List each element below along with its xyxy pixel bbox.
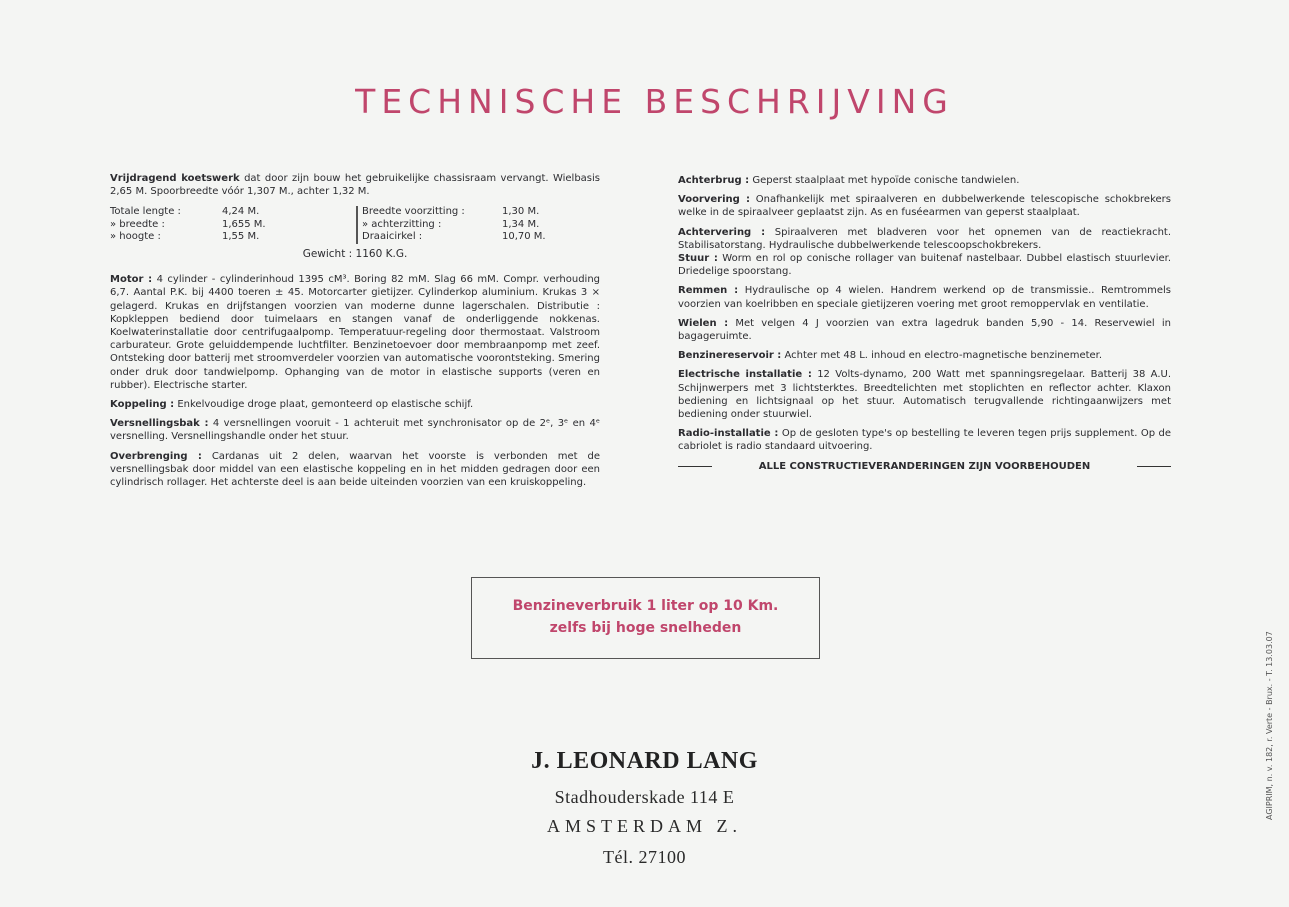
front-suspension-paragraph [678,193,1171,219]
wheels-text: Met velgen 4 J voorzien van extra lagedruk banden 5,90 - 14. Reservewiel in bagageruimte. [678,317,1171,343]
dimension-value: 1,55 M. [222,231,260,243]
gearbox-text: 4 versnellingen vooruit - 1 achteruit met synchronisator op de 2ᵉ, 3ᵉ en 4ᵉ versnelling. Versnellingshandle onder het stuur. [110,418,601,443]
left-column [110,172,600,495]
electrical-label: Electrische installatie : [678,369,812,381]
dimension-key: » breedte : [110,218,165,230]
weight-line: Gewicht : 1160 K.G. [302,247,408,260]
clutch-paragraph [110,398,600,411]
coachwork-text: dat door zijn bouw het gebruikelijke chassisraam vervangt. Wielbasis 2,65 M. Spoorbreedte vóór 1,307 M., achter 1,32 M. [110,173,600,198]
dimensions-seats [356,206,570,244]
dimension-row [110,219,346,232]
fuel-consumption-line: Benzineverbruik 1 liter op 10 Km. [512,598,779,614]
rear-suspension-paragraph [678,226,1171,252]
company-phone: Tél. 27100 [603,847,686,867]
rear-suspension-text: Spiraalveren met bladveren voor het opnemen van de reactiekracht. Stabilisatorstang. Hydraulische dubbelwerkende telescoopschokbrekers. [678,226,1172,251]
steering-label: Stuur : [678,253,718,265]
dimension-key: Totale lengte : [110,206,181,218]
front-suspension-label: Voorvering : [678,194,750,206]
radio-paragraph [678,427,1171,453]
dimension-value: 10,70 M. [502,231,546,243]
rear-axle-label: Achterbrug : [678,175,750,186]
electrical-text: 12 Volts-dynamo, 200 Watt met spanningsregelaar. Batterij 38 A.U. Schijnwerpers met 3 lichtsterktes. Breedtelichten met stoplichten en reflector achter. Klaxon bediening en lichtsignaal op het stuur. Automatisch terugvallende richtingaanwijzers met bediening onder stuurwiel. [678,369,1171,421]
fuel-consumption-subline: zelfs bij hoge snelheden [549,620,742,636]
brakes-text: Hydraulische op 4 wielen. Handrem werkend op de transmissie.. Remtrommels voorzien van koelribben en speciale gietijzeren voering met groot remoppervlak en ventilatie. [678,285,1171,310]
dimension-key: » achterzitting : [362,218,442,230]
clutch-text: Enkelvoudige droge plaat, gemonteerd op elastische schijf. [177,398,474,410]
motor-label: Motor : [110,274,153,286]
company-name: J. LEONARD LANG [531,748,758,774]
right-column [678,174,1171,473]
dimension-key: Breedte voorzitting : [362,206,465,218]
fuel-tank-text: Achter met 48 L. inhoud en electro-magnetische benzinemeter. [784,350,1103,362]
dimension-value: 1,34 M. [502,218,540,230]
printer-imprint: AGIPRIM, n. v. 182, r. Verte - Brux. - T. 13.03.07 [1265,631,1274,820]
steering-text: Worm en rol op conische rollager van buitenaf nastelbaar. Dubbel elastisch stuurlevier. Driedelige spoorstang. [678,253,1172,278]
page-title: TECHNISCHE BESCHRIJVING [355,82,954,121]
company-street: Stadhouderskade 114 E [554,787,735,807]
coachwork-label: Vrijdragend koetswerk [110,173,240,184]
divider [1137,466,1171,467]
dimension-row [110,206,346,219]
dimension-value: 1,655 M. [222,218,266,230]
clutch-label: Koppeling : [110,398,175,410]
motor-paragraph [110,273,600,392]
company-city: AMSTERDAM Z. [546,816,742,836]
dimension-row [110,231,346,244]
brakes-paragraph [678,284,1171,310]
wheels-paragraph [678,317,1171,343]
radio-text: Op de gesloten type's op bestelling te leveren tegen prijs supplement. Op de cabriolet is radio standaard uitvoering. [678,428,1171,453]
divider [678,466,712,467]
gearbox-paragraph [110,417,600,443]
rear-suspension-label: Achtervering : [678,226,766,238]
dimension-value: 1,30 M. [502,206,540,218]
reservation-notice [678,460,1171,473]
motor-text: 4 cylinder - cylinderinhoud 1395 cM³. Boring 82 mM. Slag 66 mM. Compr. verhouding 6,7. Aantal P.K. bij 4400 toeren ± 45. Motorcarter gietijzer. Cylinderkop aluminium. Krukas 3 × gelagerd. Krukas en drijfstangen voorzien van moderne dunne lagerschalen. Distributie : Kopkleppen bediend door tuimelaars en stangen vanaf de onderliggende nokkenas. Koelwaterinstallatie door centrifugaalpomp. Temperatuur-regeling door thermostaat. Valstroom carburateur. Grote geluiddempende luchtfilter. Benzinetoevoer door membraanpomp met zeef. Ontsteking door batterij met stroomverdeler voorzien van automatische voorontsteking. Smering onder druk door tandwielpomp. Ophanging van de motor in elastische supports (veren en rubber). Electrische starter. [110,274,601,391]
gearbox-label: Versnellingsbak : [110,418,209,430]
electrical-paragraph [678,368,1171,421]
dimension-row [362,206,570,219]
dimension-key: » hoogte : [110,231,161,243]
coachwork-paragraph [110,172,600,198]
rear-axle-text: Geperst staalplaat met hypoïde conische tandwielen. [752,175,1020,186]
fuel-tank-paragraph [678,349,1171,362]
wheels-label: Wielen : [678,317,729,329]
steering-paragraph [678,252,1171,278]
dimension-row [362,231,570,244]
dimensions-table [110,206,600,244]
front-suspension-text: Onafhankelijk met spiraalveren en dubbelwerkende telescopische schokbrekers welke in de spiraalveer geplaatst zijn. As en fuséearmen van geperst staalplaat. [678,194,1171,219]
transmission-label: Overbrenging : [110,450,202,462]
dimension-row [362,219,570,232]
radio-label: Radio-installatie : [678,428,779,440]
dimensions-body [110,206,346,244]
transmission-text: Cardanas uit 2 delen, waarvan het voorste is verbonden met de versnellingsbak door middel van een elastische koppeling en in het midden gedragen door een cylindrisch rollager. Het achterste deel is aan beide uiteinden voorzien van een kruiskoppeling. [110,450,600,488]
rear-axle-paragraph [678,174,1171,187]
dimension-key: Draaicirkel : [362,231,423,243]
brakes-label: Remmen : [678,285,739,297]
transmission-paragraph [110,450,600,490]
fuel-consumption-box [471,577,820,659]
dimension-value: 4,24 M. [222,206,260,218]
fuel-tank-label: Benzinereservoir : [678,350,782,362]
reservation-text: ALLE CONSTRUCTIEVERANDERINGEN ZIJN VOORBEHOUDEN [758,460,1091,472]
